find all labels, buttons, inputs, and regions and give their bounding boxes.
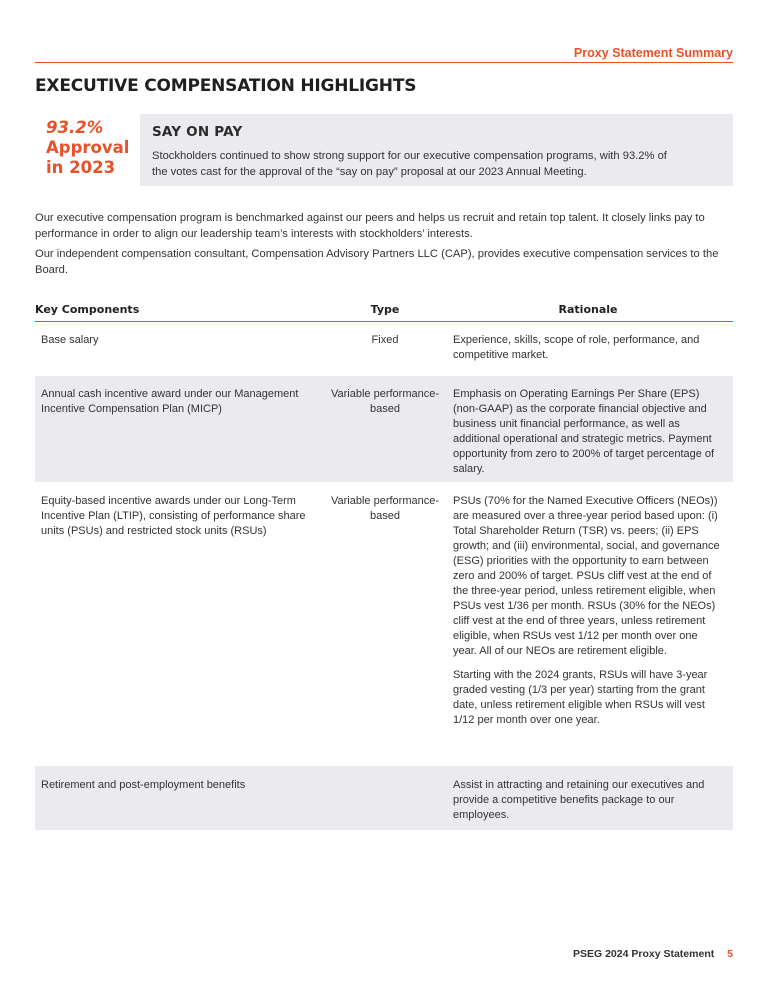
say-on-pay-title: SAY ON PAY: [152, 124, 243, 140]
component-cell: Retirement and post-employment benefits: [41, 779, 246, 791]
approval-label: Approval: [46, 138, 130, 157]
table-row: [35, 766, 733, 830]
rationale-text: Emphasis on Operating Earnings Per Share (EPS) (non-GAAP) as the corporate financial objective and business unit financial performance, as well as additional operational and strategic metrics. Payment opportunity from zero to 200% of target percentage of salary.: [453, 388, 715, 475]
header-key-components: Key Components: [35, 303, 140, 316]
rationale-text: Assist in attracting and retaining our executives and provide a competitive benefits package to our employees.: [453, 779, 705, 821]
header-rationale: Rationale: [558, 303, 618, 316]
type-cell: Variable performance-based: [330, 495, 439, 522]
type-cell: Fixed: [371, 334, 399, 346]
table-header: [35, 303, 733, 322]
component-cell: Equity-based incentive awards under our Long-Term Incentive Plan (LTIP), consisting of performance share units (PSUs) and restricted stock units (RSUs): [41, 495, 306, 537]
page-title: EXECUTIVE COMPENSATION HIGHLIGHTS: [35, 76, 417, 96]
section-label: Proxy Statement Summary: [573, 46, 733, 60]
say-on-pay-box: [140, 114, 733, 186]
rationale-cell: [447, 387, 733, 482]
table-row: [35, 482, 733, 766]
rationale-text: Starting with the 2024 grants, RSUs will have 3-year graded vesting (1/3 per year) starting from the grant date, unless retirement eligible when RSUs will vest 1/12 per month over one year.: [453, 669, 708, 726]
header-divider: [35, 62, 733, 63]
header-type: Type: [370, 303, 400, 316]
page-footer: [573, 948, 733, 960]
footer-doc-title: PSEG 2024 Proxy Statement: [573, 948, 715, 960]
rationale-cell: [447, 494, 733, 766]
type-cell: Variable performance-based: [330, 388, 439, 415]
type-cell: [323, 778, 447, 830]
rationale-text: PSUs (70% for the Named Executive Officers (NEOs)) are measured over a three-year period based upon: (i) Total Shareholder Return (TSR) vs. peers; (ii) EPS growth; and (iii) environmental, social, and governance (ESG) priorities with the opportunity to earn between zero and 200% of target. PSUs cliff vest at the end of the three-year period, unless retirement eligible, when PSUs vest 1/36 per month. RSUs (30% for the NEOs) cliff vest at the end of three years, unless retirement eligible, when RSUs vest 1/12 per month over one year. All of our NEOs are retirement eligible.: [453, 495, 720, 657]
intro-paragraph: Our executive compensation program is benchmarked against our peers and helps us recruit and retain top talent. It closely links pay to performance in order to align our leadership team’s interests with stockholders’ interests.: [35, 212, 705, 240]
table-row: [35, 376, 733, 482]
say-on-pay-text: Stockholders continued to show strong support for our executive compensation programs, with 93.2% of the votes cast for the approval of the “say on pay” proposal at our 2023 Annual Meeting.: [152, 150, 667, 178]
compensation-table: [35, 303, 733, 830]
component-cell: Base salary: [41, 334, 99, 346]
approval-year: in 2023: [46, 158, 116, 177]
table-row: [35, 322, 733, 364]
rationale-cell: [447, 333, 733, 364]
component-cell: Annual cash incentive award under our Management Incentive Compensation Plan (MICP): [41, 388, 299, 415]
page-number: 5: [727, 948, 733, 960]
approval-highlight: [46, 118, 138, 178]
intro-paragraph: Our independent compensation consultant, Compensation Advisory Partners LLC (CAP), provides executive compensation services to the Board.: [35, 248, 719, 276]
approval-percent: 93.2%: [46, 118, 104, 137]
rationale-text: Experience, skills, scope of role, performance, and competitive market.: [453, 334, 700, 361]
rationale-cell: [447, 778, 733, 830]
